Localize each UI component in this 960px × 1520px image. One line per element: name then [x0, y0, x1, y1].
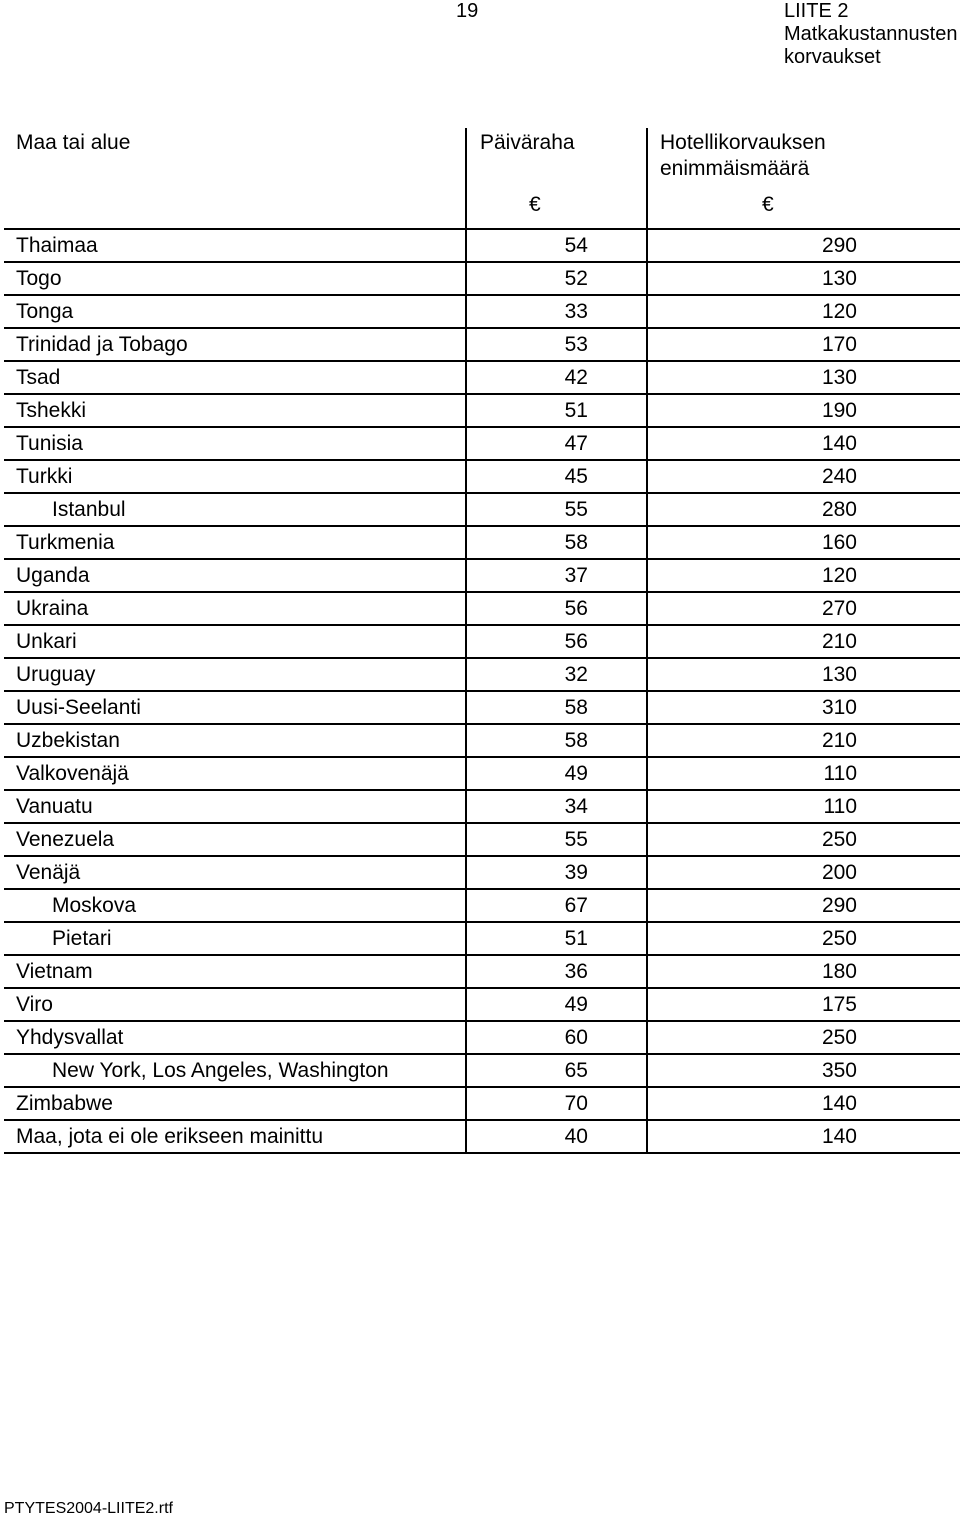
daily-allowance-value: 58: [466, 724, 647, 757]
hotel-max-value: 180: [647, 955, 960, 988]
column-header-hotel-line1: Hotellikorvauksen: [659, 131, 826, 154]
city-name: Pietari: [4, 922, 466, 955]
column-header-hotel-line2: enimmäismäärä: [659, 157, 810, 180]
unit-daily-euro: €: [466, 182, 647, 229]
column-header-hotel-max: [647, 128, 960, 182]
country-name: Valkovenäjä: [4, 757, 466, 790]
daily-allowance-value: 51: [466, 394, 647, 427]
table-row: [4, 493, 960, 526]
hotel-max-value: 290: [647, 229, 960, 262]
daily-allowance-value: 52: [466, 262, 647, 295]
appendix-header: [784, 0, 957, 69]
daily-allowance-value: 60: [466, 1021, 647, 1054]
country-name: Viro: [4, 988, 466, 1021]
country-name: Tonga: [4, 295, 466, 328]
table-row: [4, 1087, 960, 1120]
country-name: Thaimaa: [4, 229, 466, 262]
country-name: Uruguay: [4, 658, 466, 691]
unit-hotel-euro: €: [647, 182, 960, 229]
table-row: [4, 955, 960, 988]
table-row: [4, 856, 960, 889]
daily-allowance-value: 56: [466, 592, 647, 625]
daily-allowance-value: 70: [466, 1087, 647, 1120]
hotel-max-value: 240: [647, 460, 960, 493]
country-name: Trinidad ja Tobago: [4, 328, 466, 361]
appendix-title: LIITE 2: [784, 0, 849, 22]
hotel-max-value: 310: [647, 691, 960, 724]
daily-allowance-value: 55: [466, 493, 647, 526]
hotel-max-value: 170: [647, 328, 960, 361]
country-name: Turkmenia: [4, 526, 466, 559]
daily-allowance-value: 56: [466, 625, 647, 658]
hotel-max-value: 350: [647, 1054, 960, 1087]
city-name: Istanbul: [4, 493, 466, 526]
hotel-max-value: 250: [647, 1021, 960, 1054]
country-name: Turkki: [4, 460, 466, 493]
table-row: [4, 757, 960, 790]
table-row: [4, 526, 960, 559]
daily-allowance-value: 39: [466, 856, 647, 889]
country-name: Ukraina: [4, 592, 466, 625]
daily-allowance-value: 42: [466, 361, 647, 394]
country-name: Unkari: [4, 625, 466, 658]
country-name: Tunisia: [4, 427, 466, 460]
table-row: [4, 559, 960, 592]
table-row: [4, 592, 960, 625]
country-name: Vietnam: [4, 955, 466, 988]
table-row: [4, 295, 960, 328]
country-name: Maa, jota ei ole erikseen mainittu: [4, 1120, 466, 1153]
country-name: Uzbekistan: [4, 724, 466, 757]
hotel-max-value: 130: [647, 361, 960, 394]
table-row: [4, 1021, 960, 1054]
city-name: New York, Los Angeles, Washington: [4, 1054, 466, 1087]
daily-allowance-value: 36: [466, 955, 647, 988]
footer-filename: PTYTES2004-LIITE2.rtf: [4, 1500, 173, 1517]
hotel-max-value: 110: [647, 757, 960, 790]
hotel-max-value: 175: [647, 988, 960, 1021]
table-row: [4, 460, 960, 493]
hotel-max-value: 190: [647, 394, 960, 427]
hotel-max-value: 110: [647, 790, 960, 823]
table-row: [4, 790, 960, 823]
hotel-max-value: 160: [647, 526, 960, 559]
hotel-max-value: 270: [647, 592, 960, 625]
table-row: [4, 922, 960, 955]
column-header-country: Maa tai alue: [16, 131, 131, 154]
table-row: [4, 988, 960, 1021]
hotel-max-value: 200: [647, 856, 960, 889]
daily-allowance-value: 49: [466, 757, 647, 790]
appendix-subtitle-line2: korvaukset: [784, 46, 881, 68]
page-number: 19: [456, 0, 479, 22]
hotel-max-value: 120: [647, 559, 960, 592]
country-name: Tshekki: [4, 394, 466, 427]
table-row: [4, 427, 960, 460]
country-name: Yhdysvallat: [4, 1021, 466, 1054]
hotel-max-value: 130: [647, 658, 960, 691]
table-row: [4, 229, 960, 262]
table-row: [4, 262, 960, 295]
hotel-max-value: 140: [647, 1120, 960, 1153]
country-name: Venäjä: [4, 856, 466, 889]
daily-allowance-value: 45: [466, 460, 647, 493]
daily-allowance-value: 55: [466, 823, 647, 856]
table-row: [4, 691, 960, 724]
table-row: [4, 658, 960, 691]
hotel-max-value: 280: [647, 493, 960, 526]
daily-allowance-value: 58: [466, 691, 647, 724]
table-row: [4, 724, 960, 757]
hotel-max-value: 210: [647, 724, 960, 757]
daily-allowance-value: 32: [466, 658, 647, 691]
hotel-max-value: 290: [647, 889, 960, 922]
daily-allowance-value: 49: [466, 988, 647, 1021]
appendix-subtitle-line1: Matkakustannusten: [784, 23, 958, 45]
country-name: Uganda: [4, 559, 466, 592]
daily-allowance-value: 33: [466, 295, 647, 328]
hotel-max-value: 250: [647, 922, 960, 955]
hotel-max-value: 120: [647, 295, 960, 328]
country-name: Vanuatu: [4, 790, 466, 823]
table-row: [4, 1054, 960, 1087]
table-row: [4, 823, 960, 856]
allowance-table: [4, 128, 960, 1154]
hotel-max-value: 140: [647, 1087, 960, 1120]
hotel-max-value: 130: [647, 262, 960, 295]
hotel-max-value: 210: [647, 625, 960, 658]
table-row: [4, 1120, 960, 1153]
table-row: [4, 361, 960, 394]
country-name: Uusi-Seelanti: [4, 691, 466, 724]
hotel-max-value: 140: [647, 427, 960, 460]
daily-allowance-value: 65: [466, 1054, 647, 1087]
daily-allowance-value: 51: [466, 922, 647, 955]
daily-allowance-value: 58: [466, 526, 647, 559]
daily-allowance-value: 53: [466, 328, 647, 361]
table-row: [4, 889, 960, 922]
table-header-row: [4, 128, 960, 182]
column-header-daily-allowance: Päiväraha: [466, 128, 647, 182]
table-body: [4, 229, 960, 1153]
daily-allowance-value: 34: [466, 790, 647, 823]
table-row: [4, 625, 960, 658]
daily-allowance-value: 47: [466, 427, 647, 460]
country-name: Tsad: [4, 361, 466, 394]
city-name: Moskova: [4, 889, 466, 922]
daily-allowance-value: 40: [466, 1120, 647, 1153]
hotel-max-value: 250: [647, 823, 960, 856]
daily-allowance-value: 54: [466, 229, 647, 262]
country-name: Zimbabwe: [4, 1087, 466, 1120]
daily-allowance-value: 37: [466, 559, 647, 592]
unit-cell-empty: [4, 182, 466, 229]
table-unit-row: [4, 182, 960, 229]
country-name: Togo: [4, 262, 466, 295]
table-row: [4, 394, 960, 427]
daily-allowance-value: 67: [466, 889, 647, 922]
country-name: Venezuela: [4, 823, 466, 856]
table-row: [4, 328, 960, 361]
